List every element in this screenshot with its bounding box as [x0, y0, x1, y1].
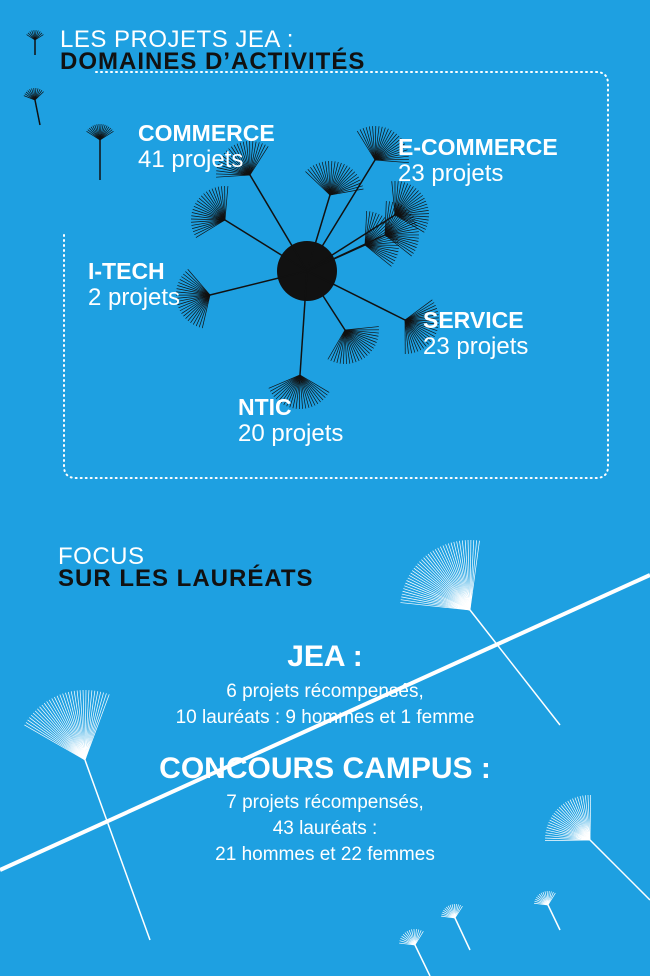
category-name: NTIC [238, 394, 292, 420]
campus-line-2: 43 lauréats : [272, 818, 378, 839]
category-count: 41 projets [138, 146, 244, 173]
category-commerce [138, 120, 275, 174]
jea-line-1: 6 projets récompensés, [226, 681, 424, 702]
section2-title-light: FOCUS [58, 543, 145, 570]
campus-line-1: 7 projets récompensés, [226, 792, 424, 813]
section1-title-bold: DOMAINES D’ACTIVITÉS [60, 48, 366, 75]
category-name: E-COMMERCE [398, 134, 558, 160]
category-name: SERVICE [423, 307, 524, 333]
campus-title: CONCOURS CAMPUS : [159, 752, 491, 785]
dandelion-dark-icon [24, 26, 439, 409]
category-ntic [238, 394, 343, 448]
category-service [423, 307, 528, 361]
section1-title-light: LES PROJETS JEA : [60, 26, 294, 53]
campus-line-3: 21 hommes et 22 femmes [215, 844, 435, 865]
category-name: COMMERCE [138, 120, 275, 146]
jea-line-2: 10 lauréats : 9 hommes et 1 femme [175, 707, 475, 728]
category-count: 23 projets [398, 160, 504, 187]
category-e-commerce [398, 134, 558, 188]
category-name: I-TECH [88, 258, 165, 284]
category-count: 23 projets [423, 333, 529, 360]
category-i-tech [88, 258, 180, 312]
category-count: 20 projets [238, 420, 344, 447]
jea-title: JEA : [287, 640, 363, 673]
section2-title-bold: SUR LES LAURÉATS [58, 565, 314, 592]
category-count: 2 projets [88, 284, 181, 311]
